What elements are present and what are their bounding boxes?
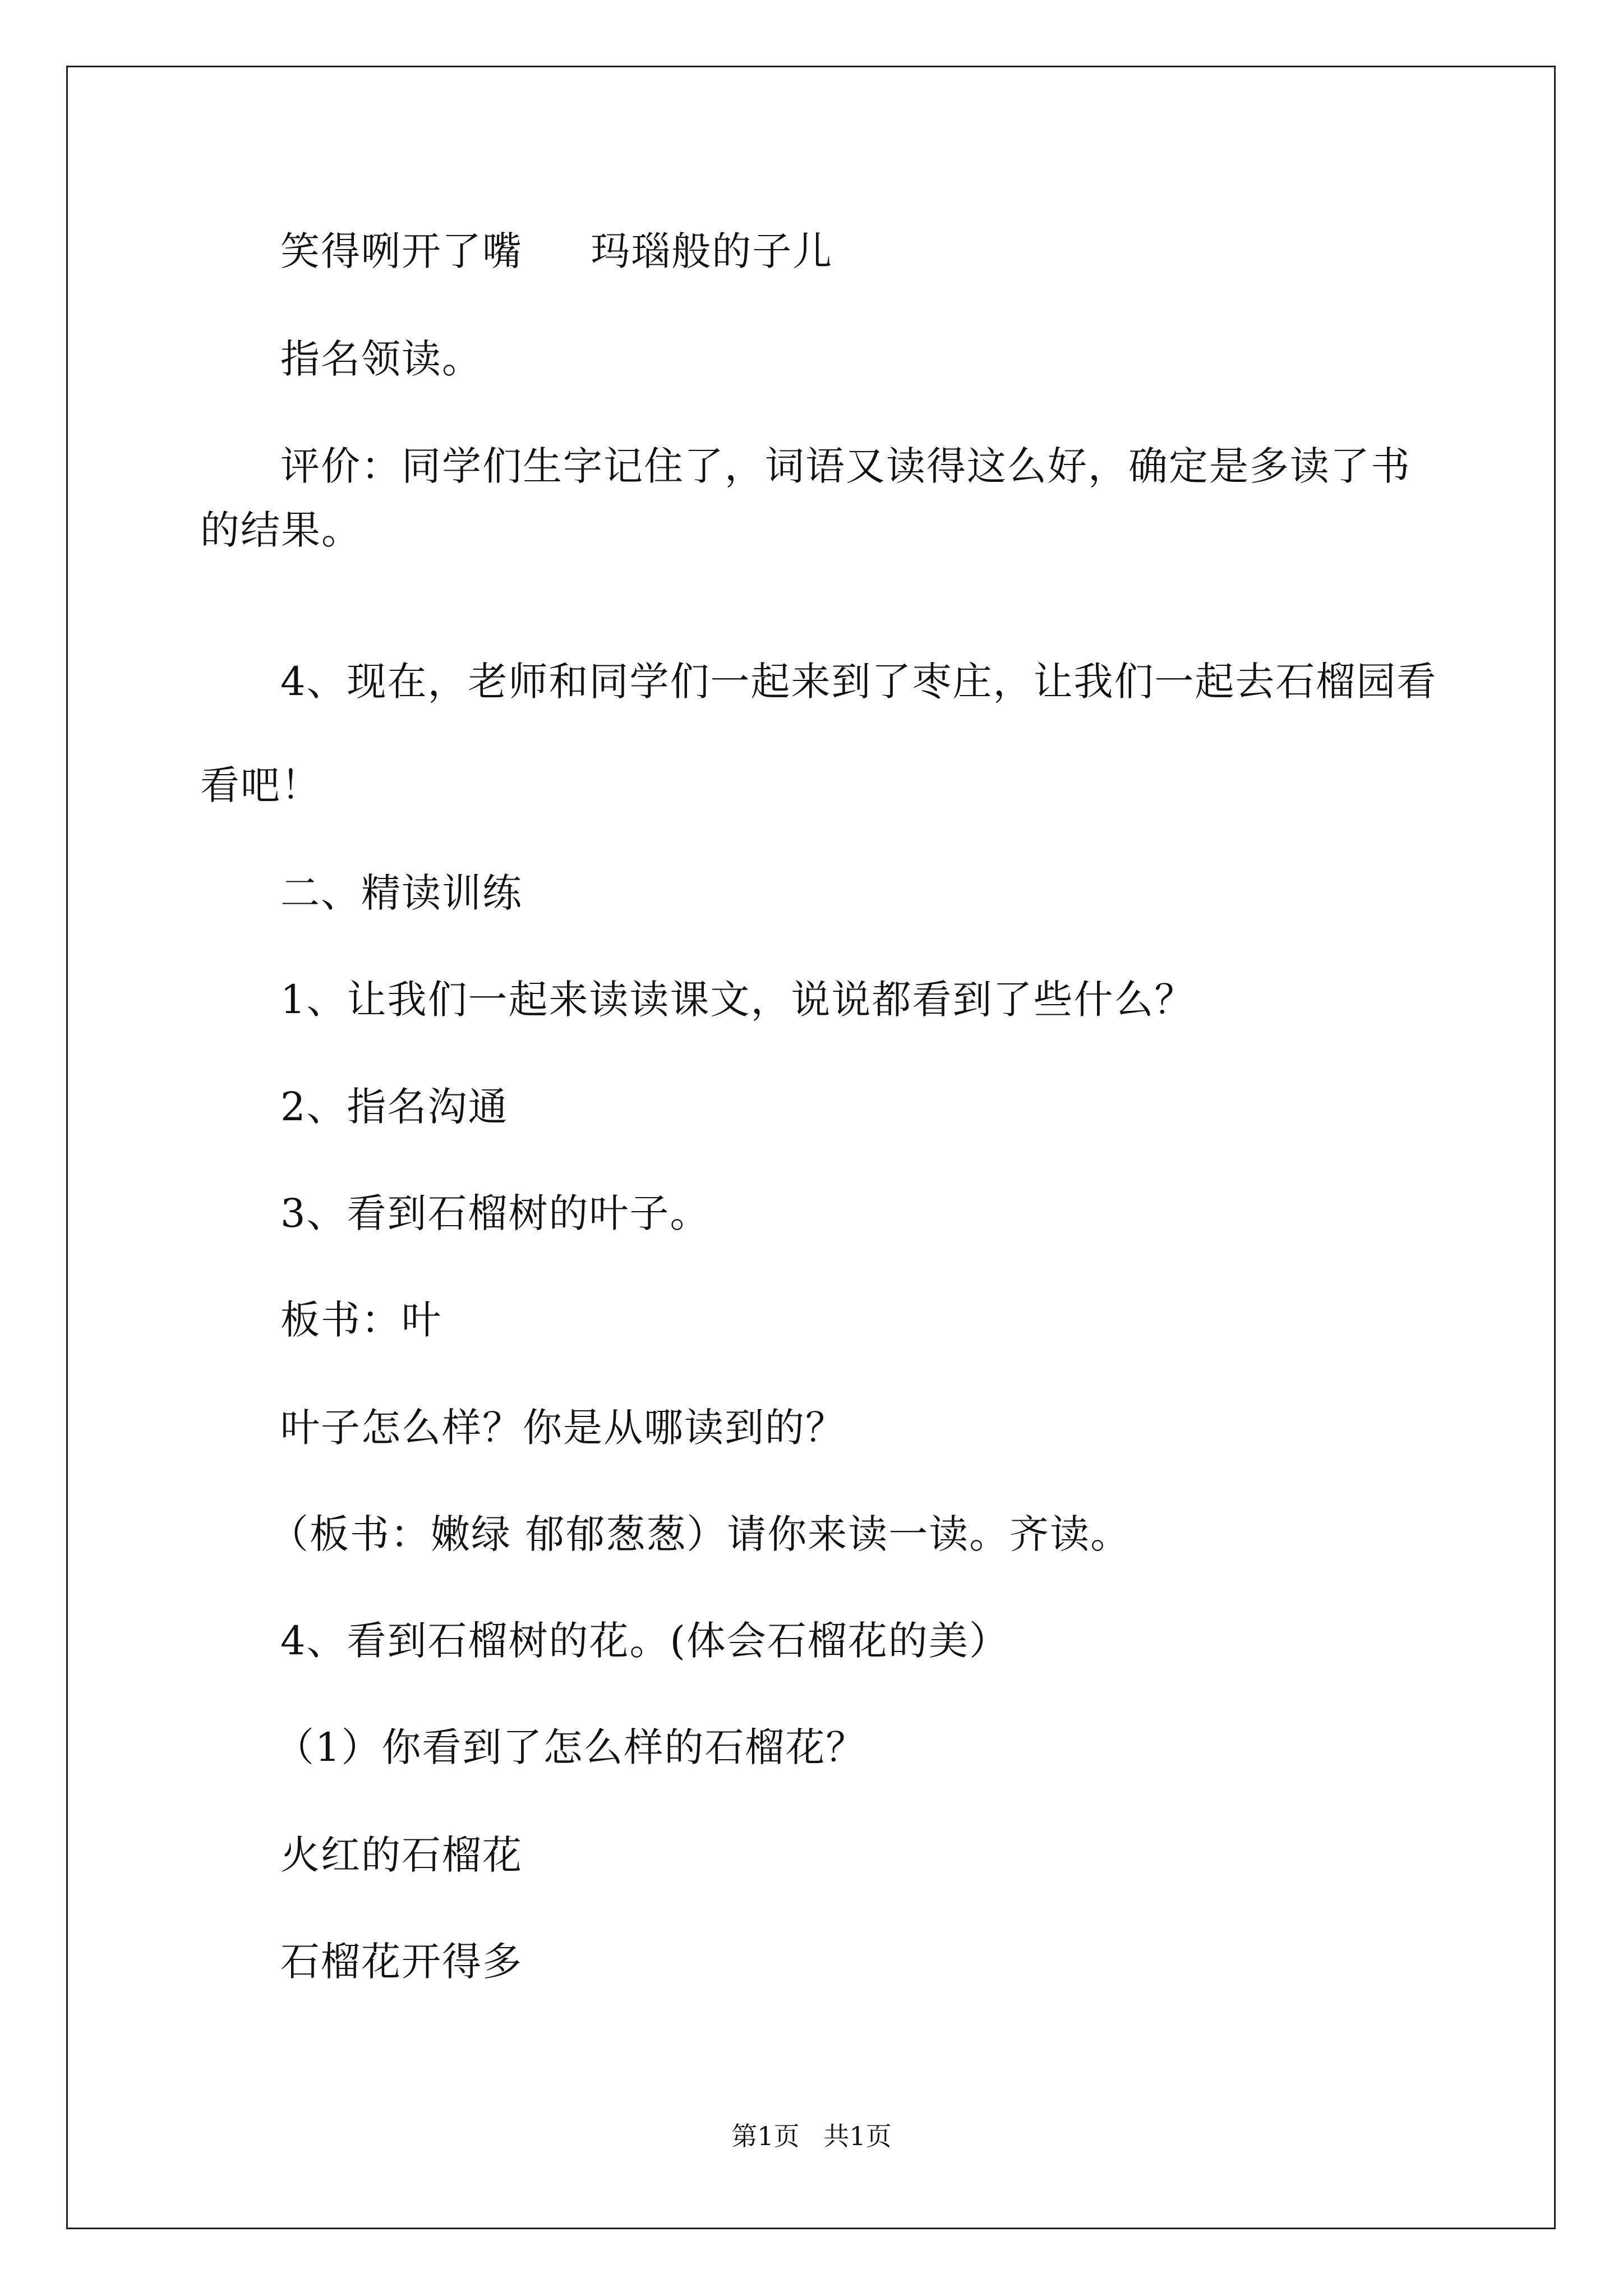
text-line-16: 火红的石榴花 bbox=[280, 1832, 523, 1878]
text-line-10: 3、看到石榴树的叶子。 bbox=[280, 1190, 711, 1236]
text-line-5: 4、现在，老师和同学们一起来到了枣庄，让我们一起去石榴园看 bbox=[280, 659, 1437, 705]
text-line-8: 1、让我们一起来读读课文，说说都看到了些什么？ bbox=[280, 977, 1195, 1023]
text-line-13: （板书：嫩绿 郁郁葱葱）请你来读一读。齐读。 bbox=[269, 1511, 1131, 1557]
page-border bbox=[66, 66, 1556, 2229]
text-line-14: 4、看到石榴树的花。(体会石榴花的美） bbox=[280, 1618, 1009, 1664]
page-number-total: 共1页 bbox=[823, 2121, 892, 2151]
text-line-6: 看吧！ bbox=[200, 762, 321, 808]
text-line-7: 二、精读训练 bbox=[280, 870, 523, 916]
text-line-9: 2、指名沟通 bbox=[280, 1084, 509, 1130]
text-line-1: 笑得咧开了嘴 玛瑙般的子儿 bbox=[280, 228, 833, 274]
text-line-3: 评价：同学们生字记住了，词语又读得这么好，确定是多读了书 bbox=[280, 443, 1411, 489]
text-line-17: 石榴花开得多 bbox=[280, 1939, 523, 1985]
text-line-4: 的结果。 bbox=[200, 507, 362, 553]
page-number-current: 第1页 bbox=[731, 2121, 800, 2151]
text-line-15: （1）你看到了怎么样的石榴花？ bbox=[275, 1724, 866, 1770]
page-footer bbox=[0, 2119, 1623, 2153]
text-line-11: 板书：叶 bbox=[280, 1297, 442, 1343]
text-line-2: 指名领读。 bbox=[280, 336, 482, 382]
text-line-12: 叶子怎么样？你是从哪读到的？ bbox=[280, 1405, 846, 1451]
